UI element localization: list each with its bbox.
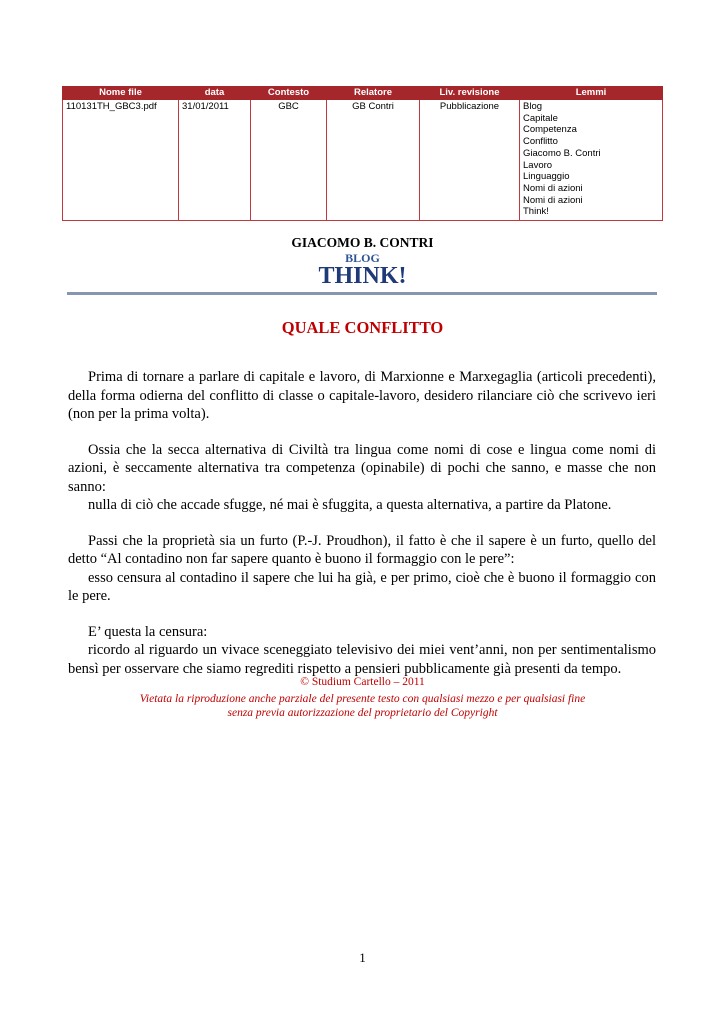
lemma-item: Giacomo B. Contri bbox=[523, 147, 601, 159]
author-name: GIACOMO B. CONTRI bbox=[291, 235, 434, 250]
paragraph: ricordo al riguardo un vivace sceneggiato televisivo dei miei vent’anni, non per sentimentalismo bensì per osservare che siamo regrediti rispetto a pensieri pubblicamente già presenti da tempo. bbox=[68, 642, 656, 677]
warning-line: senza previa autorizzazione del proprietario del Copyright bbox=[227, 707, 498, 719]
header-data: data bbox=[179, 87, 251, 100]
paragraph: Prima di tornare a parlare di capitale e lavoro, di Marxionne e Marxegaglia (articoli precedenti), della forma odierna del conflitto di classe o capitale-lavoro, desidero rilanciare ciò che scrivevo ieri (non per la prima volta). bbox=[68, 369, 656, 422]
lemma-item: Nomi di azioni bbox=[523, 194, 583, 206]
article-title: QUALE CONFLITTO bbox=[281, 318, 444, 337]
lemma-item: Blog bbox=[523, 101, 543, 112]
paragraph: E’ questa la censura: bbox=[88, 623, 208, 640]
cell-relatore: GB Contri bbox=[327, 100, 420, 221]
metadata-table bbox=[62, 86, 663, 221]
lemma-item: Conflitto bbox=[523, 136, 558, 148]
lemma-item: Competenza bbox=[523, 124, 577, 136]
lemma-item: Linguaggio bbox=[523, 171, 570, 183]
think-title: THINK! bbox=[318, 263, 407, 289]
article-body bbox=[68, 368, 656, 695]
lemma-item: Capitale bbox=[523, 112, 558, 124]
copyright-notice: © Studium Cartello – 2011 bbox=[300, 676, 425, 688]
paragraph: nulla di ciò che accade sfugge, né mai è sfuggita, a questa alternativa, a partire da Platone. bbox=[88, 497, 612, 513]
lemma-item: Think! bbox=[523, 206, 549, 218]
page-number: 1 bbox=[359, 950, 366, 965]
paragraph: Passi che la proprietà sia un furto (P.-J. Proudhon), il fatto è che il sapere è un furto, quello del detto “Al contadino non far sapere quanto è buono il formaggio con le pere”: bbox=[68, 532, 656, 567]
header-nome-file: Nome file bbox=[63, 87, 179, 100]
title-divider bbox=[67, 292, 657, 295]
blog-label: BLOG bbox=[345, 251, 380, 265]
cell-nome-file: 110131TH_GBC3.pdf bbox=[63, 100, 179, 221]
cell-lemmi bbox=[520, 100, 663, 221]
header-lemmi: Lemmi bbox=[520, 87, 663, 100]
table-header-row bbox=[63, 87, 663, 100]
header-relatore: Relatore bbox=[327, 87, 420, 100]
cell-liv-revisione: Pubblicazione bbox=[420, 100, 520, 221]
header-liv-revisione: Liv. revisione bbox=[420, 87, 520, 100]
lemma-item: Lavoro bbox=[523, 159, 553, 171]
cell-data: 31/01/2011 bbox=[179, 100, 251, 221]
copyright-warning bbox=[0, 692, 725, 720]
table-row bbox=[63, 100, 663, 221]
lemma-item: Nomi di azioni bbox=[523, 182, 583, 194]
header-contesto: Contesto bbox=[251, 87, 327, 100]
paragraph: Ossia che la secca alternativa di Civiltà tra lingua come nomi di cose e lingua come nomi di azioni, è seccamente alternativa tra competenza (opinabile) di pochi che sanno, e masse che non sanno: bbox=[68, 441, 656, 495]
paragraph: esso censura al contadino il sapere che lui ha già, e per primo, cioè che è buono il formaggio con le pere. bbox=[68, 569, 656, 604]
cell-contesto: GBC bbox=[251, 100, 327, 221]
warning-line: Vietata la riproduzione anche parziale del presente testo con qualsiasi mezzo e per qualsiasi fine bbox=[139, 693, 586, 705]
